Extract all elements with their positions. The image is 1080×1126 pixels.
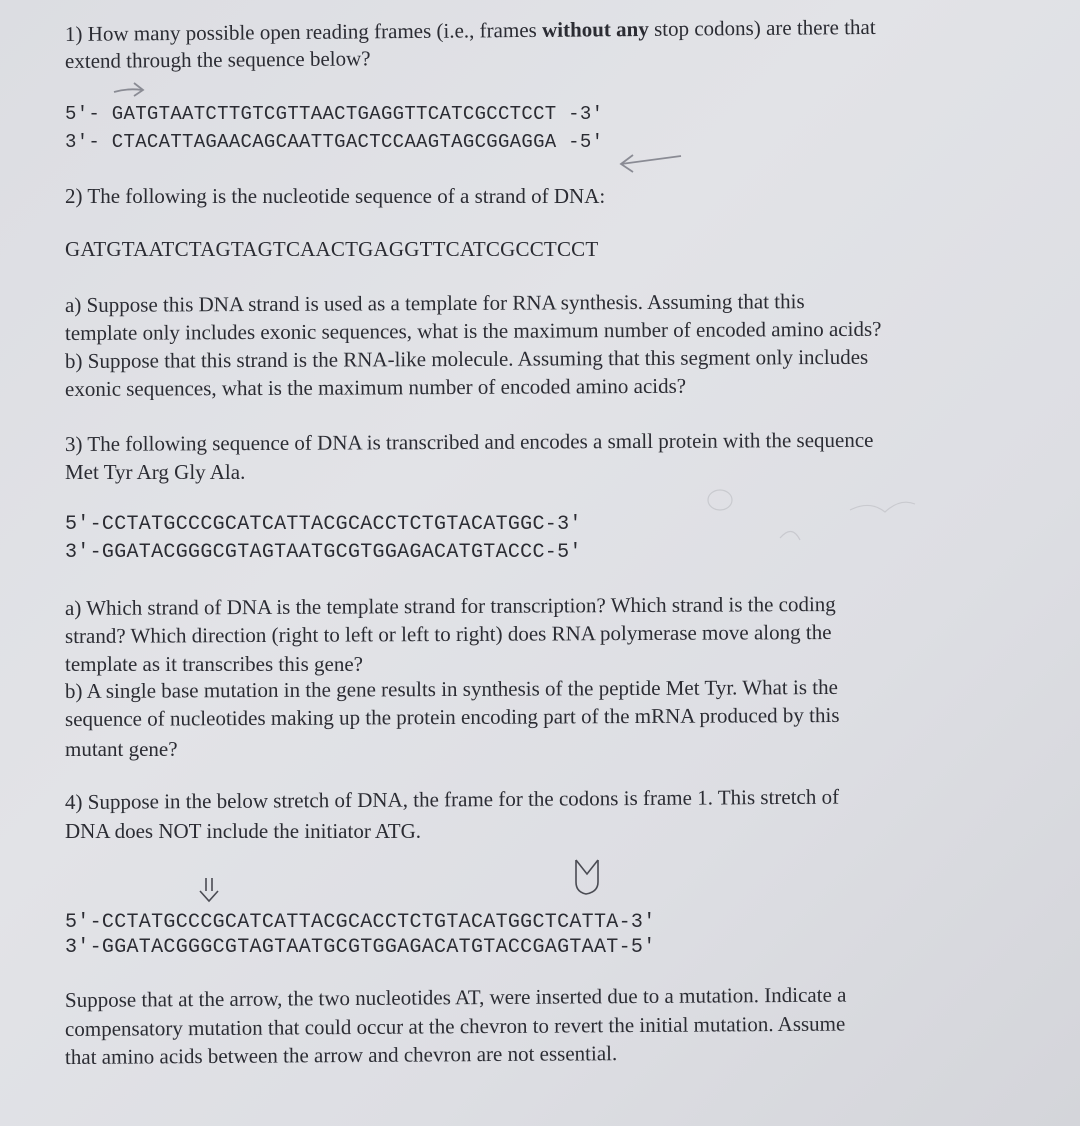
- q3-part-b-line3: mutant gene?: [65, 737, 178, 761]
- q3-prompt-line1: 3) The following sequence of DNA is transcribed and encodes a small protein with the sequence: [64, 427, 874, 456]
- q2-part-a-line2: template only includes exonic sequences, what is the maximum number of encoded amino acids?: [64, 316, 882, 345]
- q2-part-b-line2: exonic sequences, what is the maximum number of encoded amino acids?: [64, 373, 687, 401]
- q1-emphasis: without any: [541, 16, 649, 42]
- q3-prompt-line2: Met Tyr Arg Gly Ala.: [65, 460, 246, 484]
- chevron-marker-icon: [568, 856, 608, 898]
- right-arrow-icon: [110, 78, 150, 100]
- q1-sequence-bottom: 3'- CTACATTAGAACAGCAATTGACTCCAAGTAGCGGAGGA -5': [65, 131, 604, 153]
- q2-part-b-line1: b) Suppose that this strand is the RNA-like molecule. Assuming that this segment only includes: [64, 344, 869, 373]
- q3-sequence-top: 5'-CCTATGCCCGCATCATTACGCACCTCTGTACATGGC-3': [65, 513, 582, 536]
- q4-paragraph-line3: that amino acids between the arrow and chevron are not essential.: [64, 1041, 618, 1069]
- q3-part-a-line2: strand? Which direction (right to left or left to right) does RNA polymerase move along the: [64, 619, 832, 648]
- q4-prompt-line2: DNA does NOT include the initiator ATG.: [65, 819, 421, 843]
- q1-prompt-line2: extend through the sequence below?: [64, 46, 371, 73]
- q1-sequence-top: 5'- GATGTAATCTTGTCGTTAACTGAGGTTCATCGCCTCCT -3': [65, 103, 604, 125]
- q3-sequence-bottom: 3'-GGATACGGGCGTAGTAATGCGTGGAGACATGTACCC-5': [65, 541, 582, 564]
- insertion-arrow-icon: [196, 876, 222, 904]
- q3-part-b-line1: b) A single base mutation in the gene results in synthesis of the peptide Met Tyr. What is the: [64, 674, 838, 703]
- q1-prompt-line1: 1) How many possible open reading frames (i.e., frames without any stop codons) are there that: [64, 14, 876, 46]
- q3-part-a-line3: template as it transcribes this gene?: [65, 652, 363, 676]
- q4-paragraph-line1: Suppose that at the arrow, the two nucleotides AT, were inserted due to a mutation. Indicate a: [64, 982, 847, 1012]
- faint-pencil-scribble-icon: [700, 480, 940, 560]
- q4-sequence-top: 5'-CCTATGCCCGCATCATTACGCACCTCTGTACATGGCTCATTA-3': [65, 911, 656, 934]
- q3-part-b-line2: sequence of nucleotides making up the protein encoding part of the mRNA produced by this: [64, 702, 840, 731]
- left-arrow-icon: [615, 152, 687, 178]
- q2-sequence: GATGTAATCTAGTAGTCAACTGAGGTTCATCGCCTCCT: [65, 237, 599, 261]
- q4-sequence-bottom: 3'-GGATACGGGCGTAGTAATGCGTGGAGACATGTACCGAGTAAT-5': [65, 936, 656, 959]
- q2-title: 2) The following is the nucleotide sequence of a strand of DNA:: [65, 184, 606, 208]
- q2-part-a-line1: a) Suppose this DNA strand is used as a template for RNA synthesis. Assuming that this: [64, 289, 805, 317]
- q4-paragraph-line2: compensatory mutation that could occur at the chevron to revert the initial mutation. Assume: [64, 1011, 846, 1041]
- q3-part-a-line1: a) Which strand of DNA is the template strand for transcription? Which strand is the coding: [64, 591, 836, 620]
- q4-prompt-line1: 4) Suppose in the below stretch of DNA, the frame for the codons is frame 1. This stretch of: [64, 784, 840, 814]
